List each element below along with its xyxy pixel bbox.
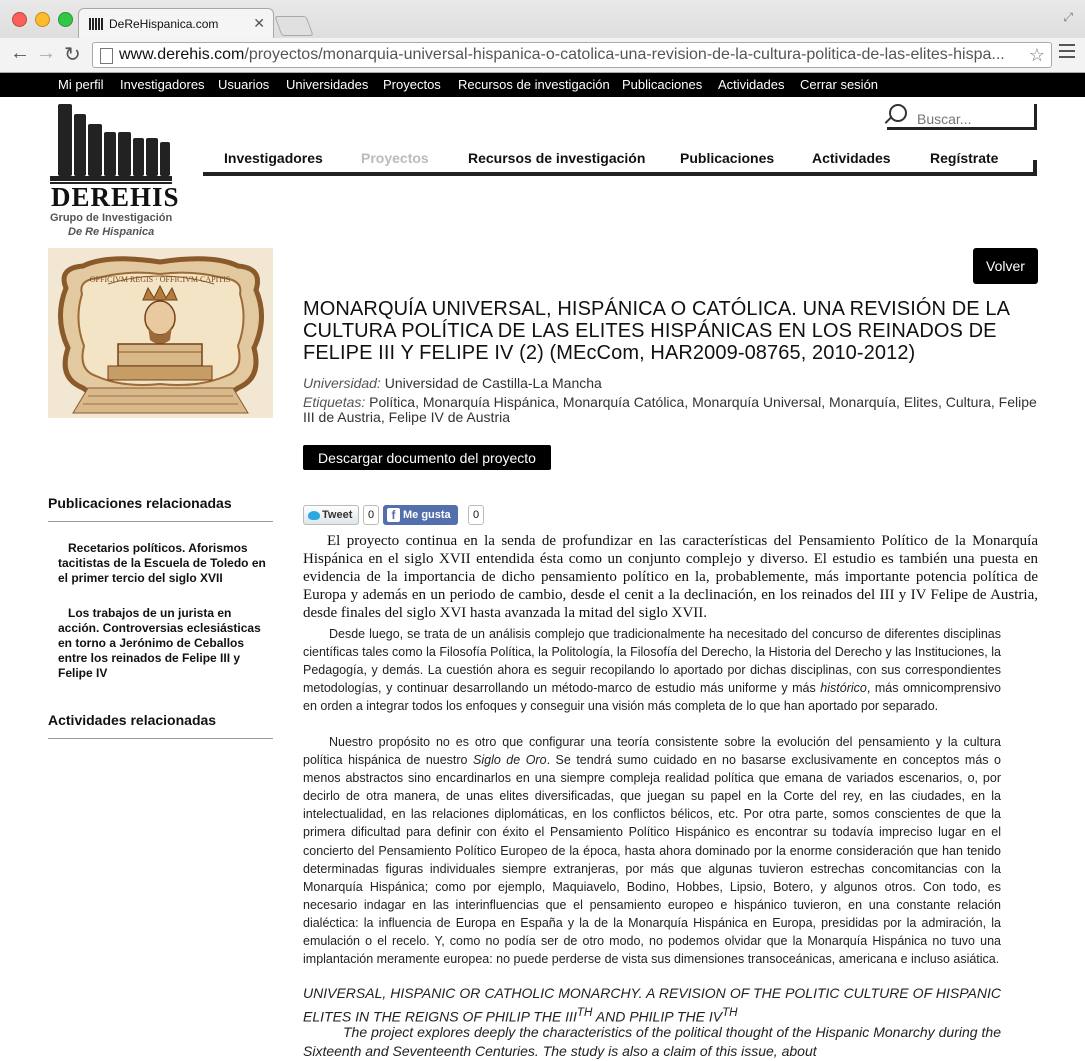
browser-toolbar: [0, 38, 1085, 72]
back-arrow-icon[interactable]: ←: [10, 42, 30, 64]
related-publication-link[interactable]: Recetarios políticos. Aforismos tacitistas de la Escuela de Toledo en el primer tercio del siglo XVII: [58, 541, 266, 585]
logo-name: DEREHIS: [51, 182, 180, 212]
nav-investigadores[interactable]: Investigadores: [224, 150, 323, 166]
nav-registrate[interactable]: Regístrate: [930, 150, 999, 166]
english-title-text: AND PHILIP THE IV: [592, 1008, 723, 1025]
topbar-link-proyectos[interactable]: Proyectos: [383, 77, 441, 92]
topbar-link-universidades[interactable]: Universidades: [286, 77, 369, 92]
site-logo[interactable]: [48, 100, 178, 240]
tweet-button[interactable]: Tweet: [303, 505, 359, 525]
fullscreen-icon[interactable]: ⤢: [1063, 10, 1073, 24]
top-user-bar: [0, 73, 1085, 97]
project-image: [48, 248, 273, 418]
project-description-paragraph: [303, 733, 1001, 968]
superscript: TH: [722, 1006, 738, 1019]
logo-subtitle-italic: De Re Hispanica: [68, 226, 155, 238]
like-count: 0: [468, 505, 484, 525]
topbar-link-recursos[interactable]: Recursos de investigación: [458, 77, 610, 92]
browser-menu-icon[interactable]: [1059, 44, 1075, 58]
paragraph-text: Nuestro propósito no es otro que configurar una teoría consistente sobre la evolución del pensamiento y la cultura política hispánica de nuestro: [303, 735, 1001, 768]
search-icon[interactable]: [889, 104, 907, 122]
project-tags: [303, 395, 1038, 425]
university-value: Universidad de Castilla-La Mancha: [384, 375, 602, 391]
site-search: [887, 104, 1037, 130]
engraving-inscription: OFFICIVM REGIS · OFFICIVM CAPITIS: [89, 275, 231, 284]
url-path: /proyectos/monarquia-universal-hispanica-o-catolica-una-revision-de-la-cultura-politica-de-las-elites-hispa...: [244, 46, 1005, 63]
nav-publicaciones[interactable]: Publicaciones: [680, 150, 775, 166]
publications-heading: Publicaciones relacionadas: [48, 495, 273, 522]
english-title-text: UNIVERSAL, HISPANIC OR CATHOLIC MONARCHY. A REVISION OF THE POLITIC CULTURE OF HISPANIC ELITES IN THE REIGNS OF PHILIP THE III: [303, 985, 1001, 1025]
university-label: Universidad:: [303, 375, 381, 391]
related-publication-link[interactable]: Los trabajos de un jurista en acción. Controversias eclesiásticas en torno a Jerónimo de Ceballos entre los reinados de Felipe III y Felipe IV: [58, 606, 261, 680]
url-host: www.derehis.com: [119, 46, 245, 63]
page-icon: [100, 48, 113, 64]
logo-subtitle: Grupo de Investigación: [50, 212, 173, 224]
project-description-intro: El proyecto continua en la senda de profundizar en las características del Pensamiento Político de la Monarquía Hispánica en el siglo XVII entendida ésta como un conjunto complejo y diverso. El estudio es también una puesta en evidencia de la importancia de dicho pensamiento político en la, probablemente, más importante potencia política de Europa y además en un periodo de cambio, desde el cenit a la declinación, en los reinados del III y IV Felipe de Austria, desde finales del siglo XVI hasta avanzada la mitad del siglo XVII.: [303, 533, 1038, 621]
english-title: [303, 983, 1001, 1027]
superscript: TH: [576, 1006, 593, 1019]
main-navigation: [203, 148, 1037, 176]
volver-button[interactable]: Volver: [973, 248, 1038, 284]
download-document-button[interactable]: Descargar documento del proyecto: [303, 445, 551, 470]
close-window-button[interactable]: [12, 12, 27, 27]
window-controls: [12, 12, 73, 27]
topbar-link-investigadores[interactable]: Investigadores: [120, 77, 205, 92]
tags-value: Política, Monarquía Hispánica, Monarquía Católica, Monarquía Universal, Monarquía, Elites, Cultura, Felipe III de Austria, Felipe IV de Austria: [303, 394, 1037, 425]
project-description-paragraph: [303, 625, 1001, 715]
tags-label: Etiquetas:: [303, 394, 366, 410]
close-tab-icon[interactable]: ✕: [253, 15, 265, 31]
project-university: [303, 376, 1038, 391]
tweet-count: 0: [363, 505, 379, 525]
paragraph-text: . Se tendrá sumo cuidado en no basarse exclusivamente en conceptos más o menos abstractos sino encardinarlos en una siempre compleja realidad política que emana de variados escenarios, o, por decirlo de otra manera, de unas elites diversificadas, que juegan su papel en la Corte del rey, en las ciudades, en la intelectualidad, en las relaciones diplomáticas, en los conflictos bélicos, etc. Por otra parte, somos conscientes de que la primera dificultad para definir con éxito el Pensamiento Político Hispánico es encontrar su todavía impreciso lugar en el concierto del Pensamiento Político Europeo de la época, hasta ahora dominado por la enorme consideración que han tenido determinadas figuras individuales siempre extranjeras, por más que algunas tuvieron estrechas concomitancias con la Monarquía Hispánica; como por ejemplo, Maquiavelo, Bodino, Hobbes, Lipsio, Botero, y algunos otros. Con todo, es necesario indagar en las interinfluencias que el pensamiento europeo e hispánico tuvieron, en una constante relación dialéctica: la influencia de Europa en España y la de la Monarquía Hispánica en Europa, presididas por la admiración, la emulación o el recelo. Y, como no podía ser de otro modo, no podemos olvidar que la Monarquía Hispánica no tuvo una implantación meramente europea: no puede perderse de vista sus dimensiones transoceánicas, americana e incluso asiática.: [303, 753, 1001, 967]
topbar-link-publicaciones[interactable]: Publicaciones: [622, 77, 703, 92]
activities-heading: Actividades relacionadas: [48, 712, 273, 739]
topbar-link-actividades[interactable]: Actividades: [718, 77, 785, 92]
shelf-line: [50, 176, 172, 181]
minimize-window-button[interactable]: [35, 12, 50, 27]
topbar-link-mi-perfil[interactable]: Mi perfil: [58, 77, 104, 92]
nav-actividades[interactable]: Actividades: [812, 150, 891, 166]
browser-tab[interactable]: [78, 8, 274, 38]
browser-chrome: [0, 0, 1085, 73]
site-favicon-icon: [89, 18, 103, 30]
english-description: The project explores deeply the characteristics of the political thought of the Hispanic Monarchy during the Sixteenth and Seventeenth Centuries. The study is also a claim of this issue, about: [303, 1024, 1001, 1059]
topbar-link-usuarios[interactable]: Usuarios: [218, 77, 270, 92]
paragraph-text: Desde luego, se trata de un análisis complejo que tradicionalmente ha necesitado del concurso de diferentes disciplinas científicas tales como la Filosofía Política, la Politología, la Filosofía del Derecho, la Historia del Derecho y las Instituciones, la Pedagogía, y demás. La cuestión ahora es seguir recopilando lo aportado por dichas disciplinas, con sus correspondientes metodologías, y continuar desarrollando un método-marco de estudio más uniforme y más: [303, 627, 1001, 696]
reload-icon[interactable]: ↻: [64, 44, 81, 66]
zoom-window-button[interactable]: [58, 12, 73, 27]
paragraph-text: , más omnicomprensivo en orden a integrar todos los enfoques y conseguir una visión más completa de lo que han aportado por separado.: [303, 681, 1001, 714]
tab-title: DeReHispanica.com: [109, 16, 219, 31]
search-input[interactable]: [915, 110, 1029, 128]
nav-proyectos[interactable]: Proyectos: [361, 150, 429, 166]
address-bar[interactable]: [92, 42, 1052, 68]
books-logo-icon: [52, 104, 172, 176]
nav-recursos[interactable]: Recursos de investigación: [468, 150, 646, 166]
forward-arrow-icon[interactable]: →: [36, 42, 56, 64]
facebook-like-button[interactable]: f Me gusta: [383, 505, 458, 525]
emphasis-text: histórico: [820, 681, 867, 696]
emphasis-text: Siglo de Oro: [473, 753, 547, 768]
topbar-link-cerrar-sesion[interactable]: Cerrar sesión: [800, 77, 879, 92]
new-tab-button[interactable]: [274, 16, 313, 36]
project-title: MONARQUÍA UNIVERSAL, HISPÁNICA O CATÓLICA. UNA REVISIÓN DE LA CULTURA POLÍTICA DE LAS ELITES HISPÁNICAS EN LOS REINADOS DE FELIPE III Y FELIPE IV (2) (MEcCom, HAR2009-08765, 2010-2012): [303, 298, 1009, 364]
bookmark-star-icon[interactable]: ☆: [1028, 45, 1045, 65]
